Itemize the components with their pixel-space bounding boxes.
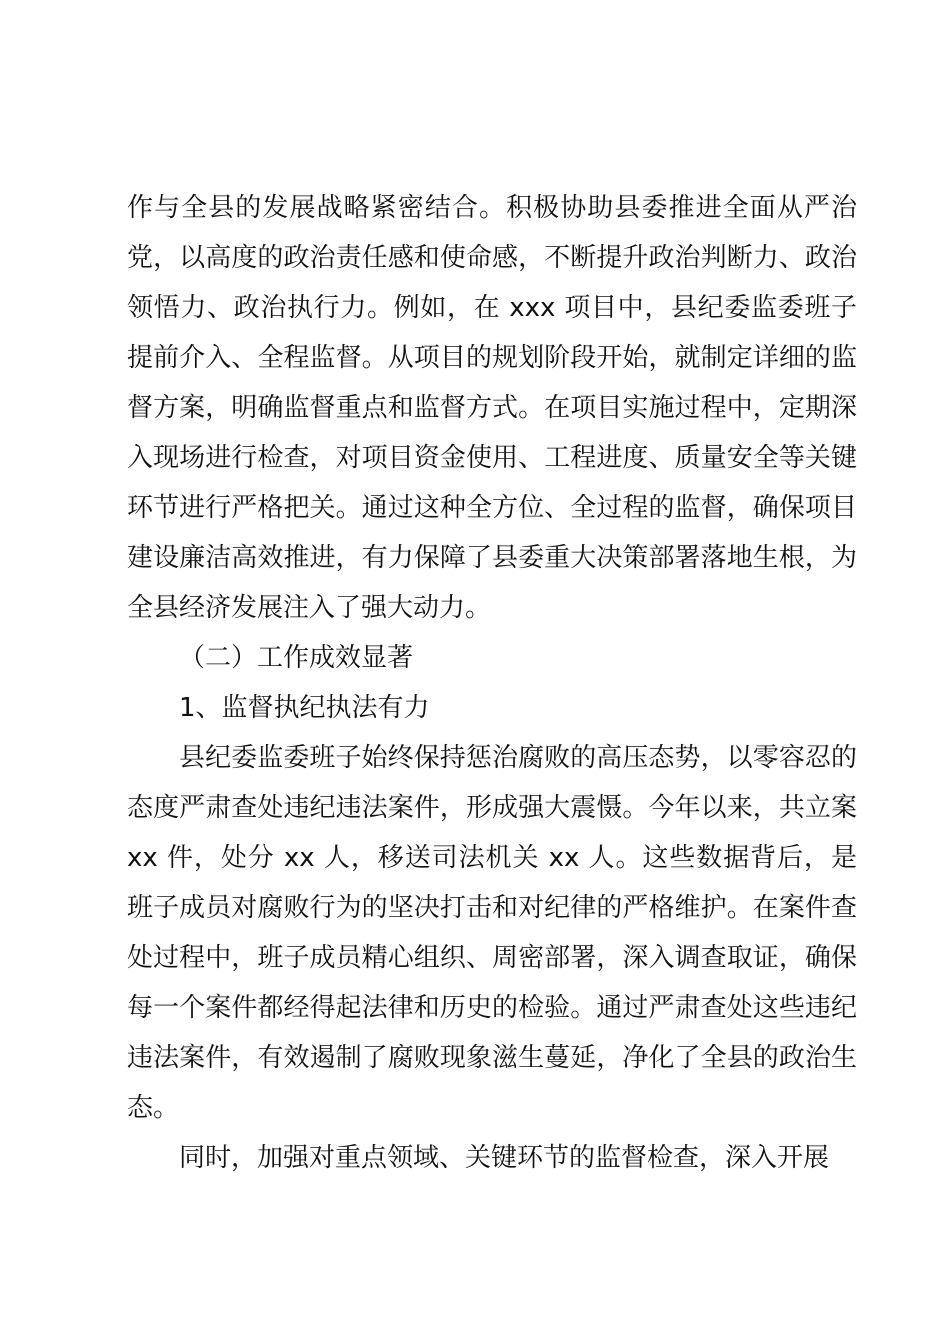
- paragraph-supervision: 同时，加强对重点领域、关键环节的监督检查，深入开展: [179, 1143, 830, 1173]
- subsection-heading-1: 1、监督执纪执法有力: [179, 693, 430, 723]
- document-body: [127, 183, 857, 1183]
- paragraph-continuation: 作与全县的发展战略紧密结合。积极协助县委推进全面从严治党，以高度的政治责任感和使命感，不断提升政治判断力、政治领悟力、政治执行力。例如，在 xxx 项目中，县纪委监委班子提前介入、全程监督。从项目的规划阶段开始，就制定详细的监督方案，明确监督重点和监督方式。在项目实施过程中，定期深入现场进行检查，对项目资金使用、工程进度、质量安全等关键环节进行严格把关。通过这种全方位、全过程的监督，确保项目建设廉洁高效推进，有力保障了县委重大决策部署落地生根，为全县经济发展注入了强大动力。: [127, 193, 857, 623]
- paragraph-enforcement: 县纪委监委班子始终保持惩治腐败的高压态势，以零容忍的态度严肃查处违纪违法案件，形成强大震慑。今年以来，共立案 xx 件，处分 xx 人，移送司法机关 xx 人。这些数据背后，是班子成员对腐败行为的坚决打击和对纪律的严格维护。在案件查处过程中，班子成员精心组织、周密部署，深入调查取证，确保每一个案件都经得起法律和历史的检验。通过严肃查处这些违纪违法案件，有效遏制了腐败现象滋生蔓延，净化了全县的政治生态。: [127, 743, 857, 1123]
- section-heading-2: （二）工作成效显著: [179, 643, 414, 673]
